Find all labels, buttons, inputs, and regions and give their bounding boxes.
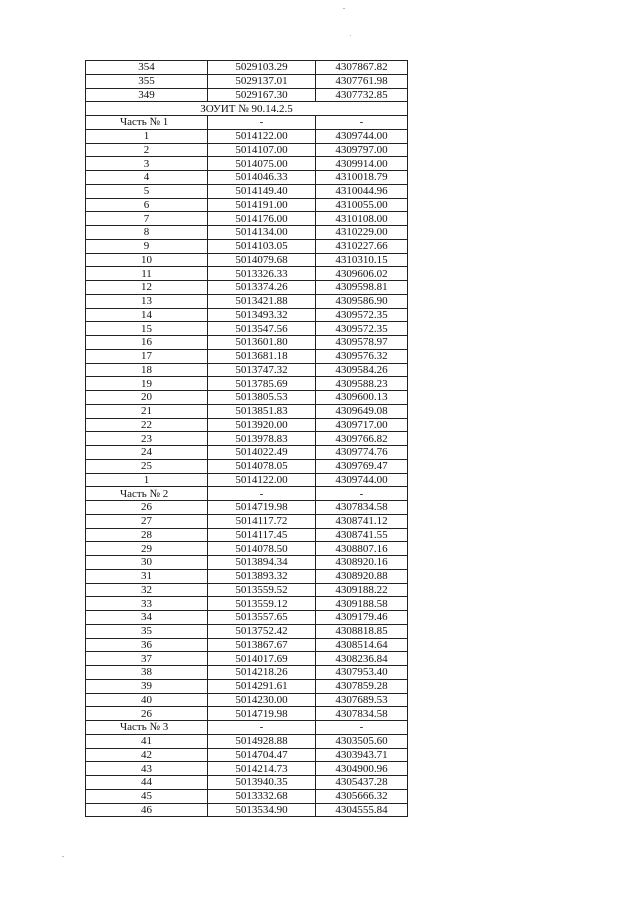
coord-x: 5014149.40 xyxy=(208,184,316,198)
table-row xyxy=(86,803,408,817)
coord-y: 4305666.32 xyxy=(316,789,408,803)
table-row xyxy=(86,693,408,707)
coord-y: 4308741.12 xyxy=(316,514,408,528)
coord-x: 5014075.00 xyxy=(208,157,316,171)
coord-y: 4308920.88 xyxy=(316,569,408,583)
table-row xyxy=(86,267,408,281)
point-number: 40 xyxy=(86,693,208,707)
part-x-dash: - xyxy=(208,721,316,735)
coord-y: 4310044.96 xyxy=(316,184,408,198)
coord-x: 5014214.73 xyxy=(208,762,316,776)
part-x-dash: - xyxy=(208,487,316,501)
part-header-row xyxy=(86,116,408,130)
coord-x: 5013894.34 xyxy=(208,556,316,570)
coord-x: 5013547.56 xyxy=(208,322,316,336)
point-number: 2 xyxy=(86,143,208,157)
point-number: 29 xyxy=(86,542,208,556)
table-row xyxy=(86,473,408,487)
coord-y: 4307867.82 xyxy=(316,61,408,75)
part-header-row xyxy=(86,487,408,501)
part-y-dash: - xyxy=(316,116,408,130)
coord-x: 5014176.00 xyxy=(208,212,316,226)
coord-x: 5029167.30 xyxy=(208,88,316,102)
coord-x: 5014928.88 xyxy=(208,734,316,748)
coord-y: 4309572.35 xyxy=(316,322,408,336)
table-row xyxy=(86,707,408,721)
coord-x: 5014719.98 xyxy=(208,707,316,721)
table-row xyxy=(86,542,408,556)
point-number: 34 xyxy=(86,611,208,625)
coord-x: 5013601.80 xyxy=(208,336,316,350)
coord-x: 5013752.42 xyxy=(208,624,316,638)
coord-y: 4308236.84 xyxy=(316,652,408,666)
table-row xyxy=(86,501,408,515)
coord-y: 4309586.90 xyxy=(316,294,408,308)
point-number: 26 xyxy=(86,501,208,515)
coord-x: 5014218.26 xyxy=(208,666,316,680)
coord-y: 4309600.13 xyxy=(316,391,408,405)
table-row xyxy=(86,679,408,693)
table-row xyxy=(86,294,408,308)
point-number: 46 xyxy=(86,803,208,817)
coord-y: 4309179.46 xyxy=(316,611,408,625)
coord-y: 4304555.84 xyxy=(316,803,408,817)
coord-x: 5029137.01 xyxy=(208,74,316,88)
coord-y: 4303943.71 xyxy=(316,748,408,762)
coord-y: 4310310.15 xyxy=(316,253,408,267)
coord-x: 5013867.67 xyxy=(208,638,316,652)
point-number: 27 xyxy=(86,514,208,528)
table-row xyxy=(86,597,408,611)
table-row xyxy=(86,666,408,680)
coord-x: 5014022.49 xyxy=(208,446,316,460)
coord-x: 5014291.61 xyxy=(208,679,316,693)
coord-x: 5013493.32 xyxy=(208,308,316,322)
point-number: 26 xyxy=(86,707,208,721)
table-row xyxy=(86,569,408,583)
table-row xyxy=(86,652,408,666)
coord-y: 4307953.40 xyxy=(316,666,408,680)
coord-x: 5014230.00 xyxy=(208,693,316,707)
coord-x: 5013940.35 xyxy=(208,776,316,790)
coordinates-table xyxy=(85,60,408,817)
coord-x: 5014117.45 xyxy=(208,528,316,542)
table-row xyxy=(86,157,408,171)
table-row xyxy=(86,363,408,377)
coord-y: 4309914.00 xyxy=(316,157,408,171)
point-number: 16 xyxy=(86,336,208,350)
coord-x: 5014078.50 xyxy=(208,542,316,556)
part-label: Часть № 3 xyxy=(86,721,208,735)
zone-title: ЗОУИТ № 90.14.2.5 xyxy=(86,102,408,116)
table-row xyxy=(86,404,408,418)
point-number: 30 xyxy=(86,556,208,570)
scan-speck xyxy=(343,8,345,9)
table-row xyxy=(86,336,408,350)
point-number: 31 xyxy=(86,569,208,583)
coord-y: 4309744.00 xyxy=(316,473,408,487)
table-row xyxy=(86,143,408,157)
point-number: 4 xyxy=(86,171,208,185)
point-number: 1 xyxy=(86,473,208,487)
table-row xyxy=(86,556,408,570)
part-y-dash: - xyxy=(316,721,408,735)
coord-y: 4304900.96 xyxy=(316,762,408,776)
table-row xyxy=(86,624,408,638)
table-row xyxy=(86,281,408,295)
coord-y: 4310055.00 xyxy=(316,198,408,212)
point-number: 32 xyxy=(86,583,208,597)
table-row xyxy=(86,638,408,652)
coord-x: 5013326.33 xyxy=(208,267,316,281)
point-number: 5 xyxy=(86,184,208,198)
point-number: 42 xyxy=(86,748,208,762)
coord-x: 5014107.00 xyxy=(208,143,316,157)
point-number: 19 xyxy=(86,377,208,391)
coord-y: 4308741.55 xyxy=(316,528,408,542)
coord-x: 5013332.68 xyxy=(208,789,316,803)
point-number: 38 xyxy=(86,666,208,680)
point-number: 18 xyxy=(86,363,208,377)
coord-x: 5013421.88 xyxy=(208,294,316,308)
coord-x: 5013374.26 xyxy=(208,281,316,295)
table-row xyxy=(86,212,408,226)
point-number: 20 xyxy=(86,391,208,405)
coord-y: 4307761.98 xyxy=(316,74,408,88)
coord-x: 5014103.05 xyxy=(208,239,316,253)
coord-y: 4308920.16 xyxy=(316,556,408,570)
table-row xyxy=(86,528,408,542)
coord-x: 5014122.00 xyxy=(208,129,316,143)
coord-y: 4309188.58 xyxy=(316,597,408,611)
part-y-dash: - xyxy=(316,487,408,501)
part-x-dash: - xyxy=(208,116,316,130)
point-number: 41 xyxy=(86,734,208,748)
coord-y: 4309578.97 xyxy=(316,336,408,350)
point-number: 17 xyxy=(86,349,208,363)
table-row xyxy=(86,734,408,748)
point-number: 24 xyxy=(86,446,208,460)
coord-x: 5014704.47 xyxy=(208,748,316,762)
coord-y: 4309717.00 xyxy=(316,418,408,432)
table-row xyxy=(86,459,408,473)
coord-y: 4307834.58 xyxy=(316,501,408,515)
coord-y: 4308514.64 xyxy=(316,638,408,652)
table-row xyxy=(86,377,408,391)
table-row xyxy=(86,239,408,253)
coord-y: 4309606.02 xyxy=(316,267,408,281)
scan-speck xyxy=(350,35,351,36)
coord-y: 4307732.85 xyxy=(316,88,408,102)
point-number: 28 xyxy=(86,528,208,542)
part-header-row xyxy=(86,721,408,735)
point-number: 11 xyxy=(86,267,208,281)
point-number: 36 xyxy=(86,638,208,652)
coord-y: 4309572.35 xyxy=(316,308,408,322)
point-number: 39 xyxy=(86,679,208,693)
point-number: 21 xyxy=(86,404,208,418)
coord-y: 4309576.32 xyxy=(316,349,408,363)
point-number: 35 xyxy=(86,624,208,638)
coord-y: 4309598.81 xyxy=(316,281,408,295)
table-row xyxy=(86,748,408,762)
part-label: Часть № 1 xyxy=(86,116,208,130)
point-number: 355 xyxy=(86,74,208,88)
coord-x: 5013851.83 xyxy=(208,404,316,418)
table-row xyxy=(86,184,408,198)
point-number: 14 xyxy=(86,308,208,322)
coord-x: 5014046.33 xyxy=(208,171,316,185)
table-row xyxy=(86,583,408,597)
point-number: 7 xyxy=(86,212,208,226)
point-number: 354 xyxy=(86,61,208,75)
coord-x: 5013893.32 xyxy=(208,569,316,583)
coord-x: 5013534.90 xyxy=(208,803,316,817)
table-row xyxy=(86,88,408,102)
coord-x: 5014719.98 xyxy=(208,501,316,515)
coord-x: 5013747.32 xyxy=(208,363,316,377)
scan-speck xyxy=(62,856,64,857)
point-number: 15 xyxy=(86,322,208,336)
coord-x: 5013785.69 xyxy=(208,377,316,391)
table-row xyxy=(86,308,408,322)
table-row xyxy=(86,322,408,336)
table-row xyxy=(86,789,408,803)
point-number: 1 xyxy=(86,129,208,143)
coord-y: 4309588.23 xyxy=(316,377,408,391)
point-number: 45 xyxy=(86,789,208,803)
coordinates-table-body xyxy=(86,61,408,817)
coord-x: 5013559.52 xyxy=(208,583,316,597)
coord-x: 5014134.00 xyxy=(208,226,316,240)
point-number: 22 xyxy=(86,418,208,432)
point-number: 33 xyxy=(86,597,208,611)
coord-x: 5013559.12 xyxy=(208,597,316,611)
point-number: 3 xyxy=(86,157,208,171)
coord-x: 5014117.72 xyxy=(208,514,316,528)
coord-x: 5013557.65 xyxy=(208,611,316,625)
coord-x: 5014191.00 xyxy=(208,198,316,212)
coord-y: 4308818.85 xyxy=(316,624,408,638)
point-number: 13 xyxy=(86,294,208,308)
point-number: 25 xyxy=(86,459,208,473)
coord-x: 5029103.29 xyxy=(208,61,316,75)
table-row xyxy=(86,611,408,625)
coord-y: 4310108.00 xyxy=(316,212,408,226)
table-row xyxy=(86,776,408,790)
coord-y: 4310018.79 xyxy=(316,171,408,185)
point-number: 6 xyxy=(86,198,208,212)
table-row xyxy=(86,226,408,240)
coord-y: 4309188.22 xyxy=(316,583,408,597)
point-number: 349 xyxy=(86,88,208,102)
point-number: 9 xyxy=(86,239,208,253)
coord-y: 4309766.82 xyxy=(316,432,408,446)
coord-x: 5014079.68 xyxy=(208,253,316,267)
table-row xyxy=(86,74,408,88)
coord-y: 4307689.53 xyxy=(316,693,408,707)
table-row xyxy=(86,446,408,460)
point-number: 44 xyxy=(86,776,208,790)
point-number: 37 xyxy=(86,652,208,666)
part-label: Часть № 2 xyxy=(86,487,208,501)
coord-y: 4309797.00 xyxy=(316,143,408,157)
coord-y: 4310227.66 xyxy=(316,239,408,253)
coord-x: 5013805.53 xyxy=(208,391,316,405)
point-number: 8 xyxy=(86,226,208,240)
coord-x: 5013920.00 xyxy=(208,418,316,432)
point-number: 23 xyxy=(86,432,208,446)
coord-y: 4309774.76 xyxy=(316,446,408,460)
table-row xyxy=(86,349,408,363)
table-row xyxy=(86,129,408,143)
table-row xyxy=(86,432,408,446)
coord-y: 4310229.00 xyxy=(316,226,408,240)
coord-x: 5014078.05 xyxy=(208,459,316,473)
coord-x: 5014122.00 xyxy=(208,473,316,487)
coord-y: 4307859.28 xyxy=(316,679,408,693)
coord-x: 5013978.83 xyxy=(208,432,316,446)
table-row xyxy=(86,391,408,405)
table-row xyxy=(86,514,408,528)
coord-y: 4309649.08 xyxy=(316,404,408,418)
point-number: 43 xyxy=(86,762,208,776)
table-row xyxy=(86,253,408,267)
coord-x: 5013681.18 xyxy=(208,349,316,363)
coord-y: 4309584.26 xyxy=(316,363,408,377)
table-row xyxy=(86,418,408,432)
coord-y: 4309769.47 xyxy=(316,459,408,473)
coord-y: 4305437.28 xyxy=(316,776,408,790)
coord-y: 4303505.60 xyxy=(316,734,408,748)
zone-title-row xyxy=(86,102,408,116)
table-row xyxy=(86,171,408,185)
table-row xyxy=(86,198,408,212)
coord-y: 4308807.16 xyxy=(316,542,408,556)
table-row xyxy=(86,762,408,776)
point-number: 12 xyxy=(86,281,208,295)
table-row xyxy=(86,61,408,75)
coord-x: 5014017.69 xyxy=(208,652,316,666)
coord-y: 4307834.58 xyxy=(316,707,408,721)
point-number: 10 xyxy=(86,253,208,267)
coord-y: 4309744.00 xyxy=(316,129,408,143)
